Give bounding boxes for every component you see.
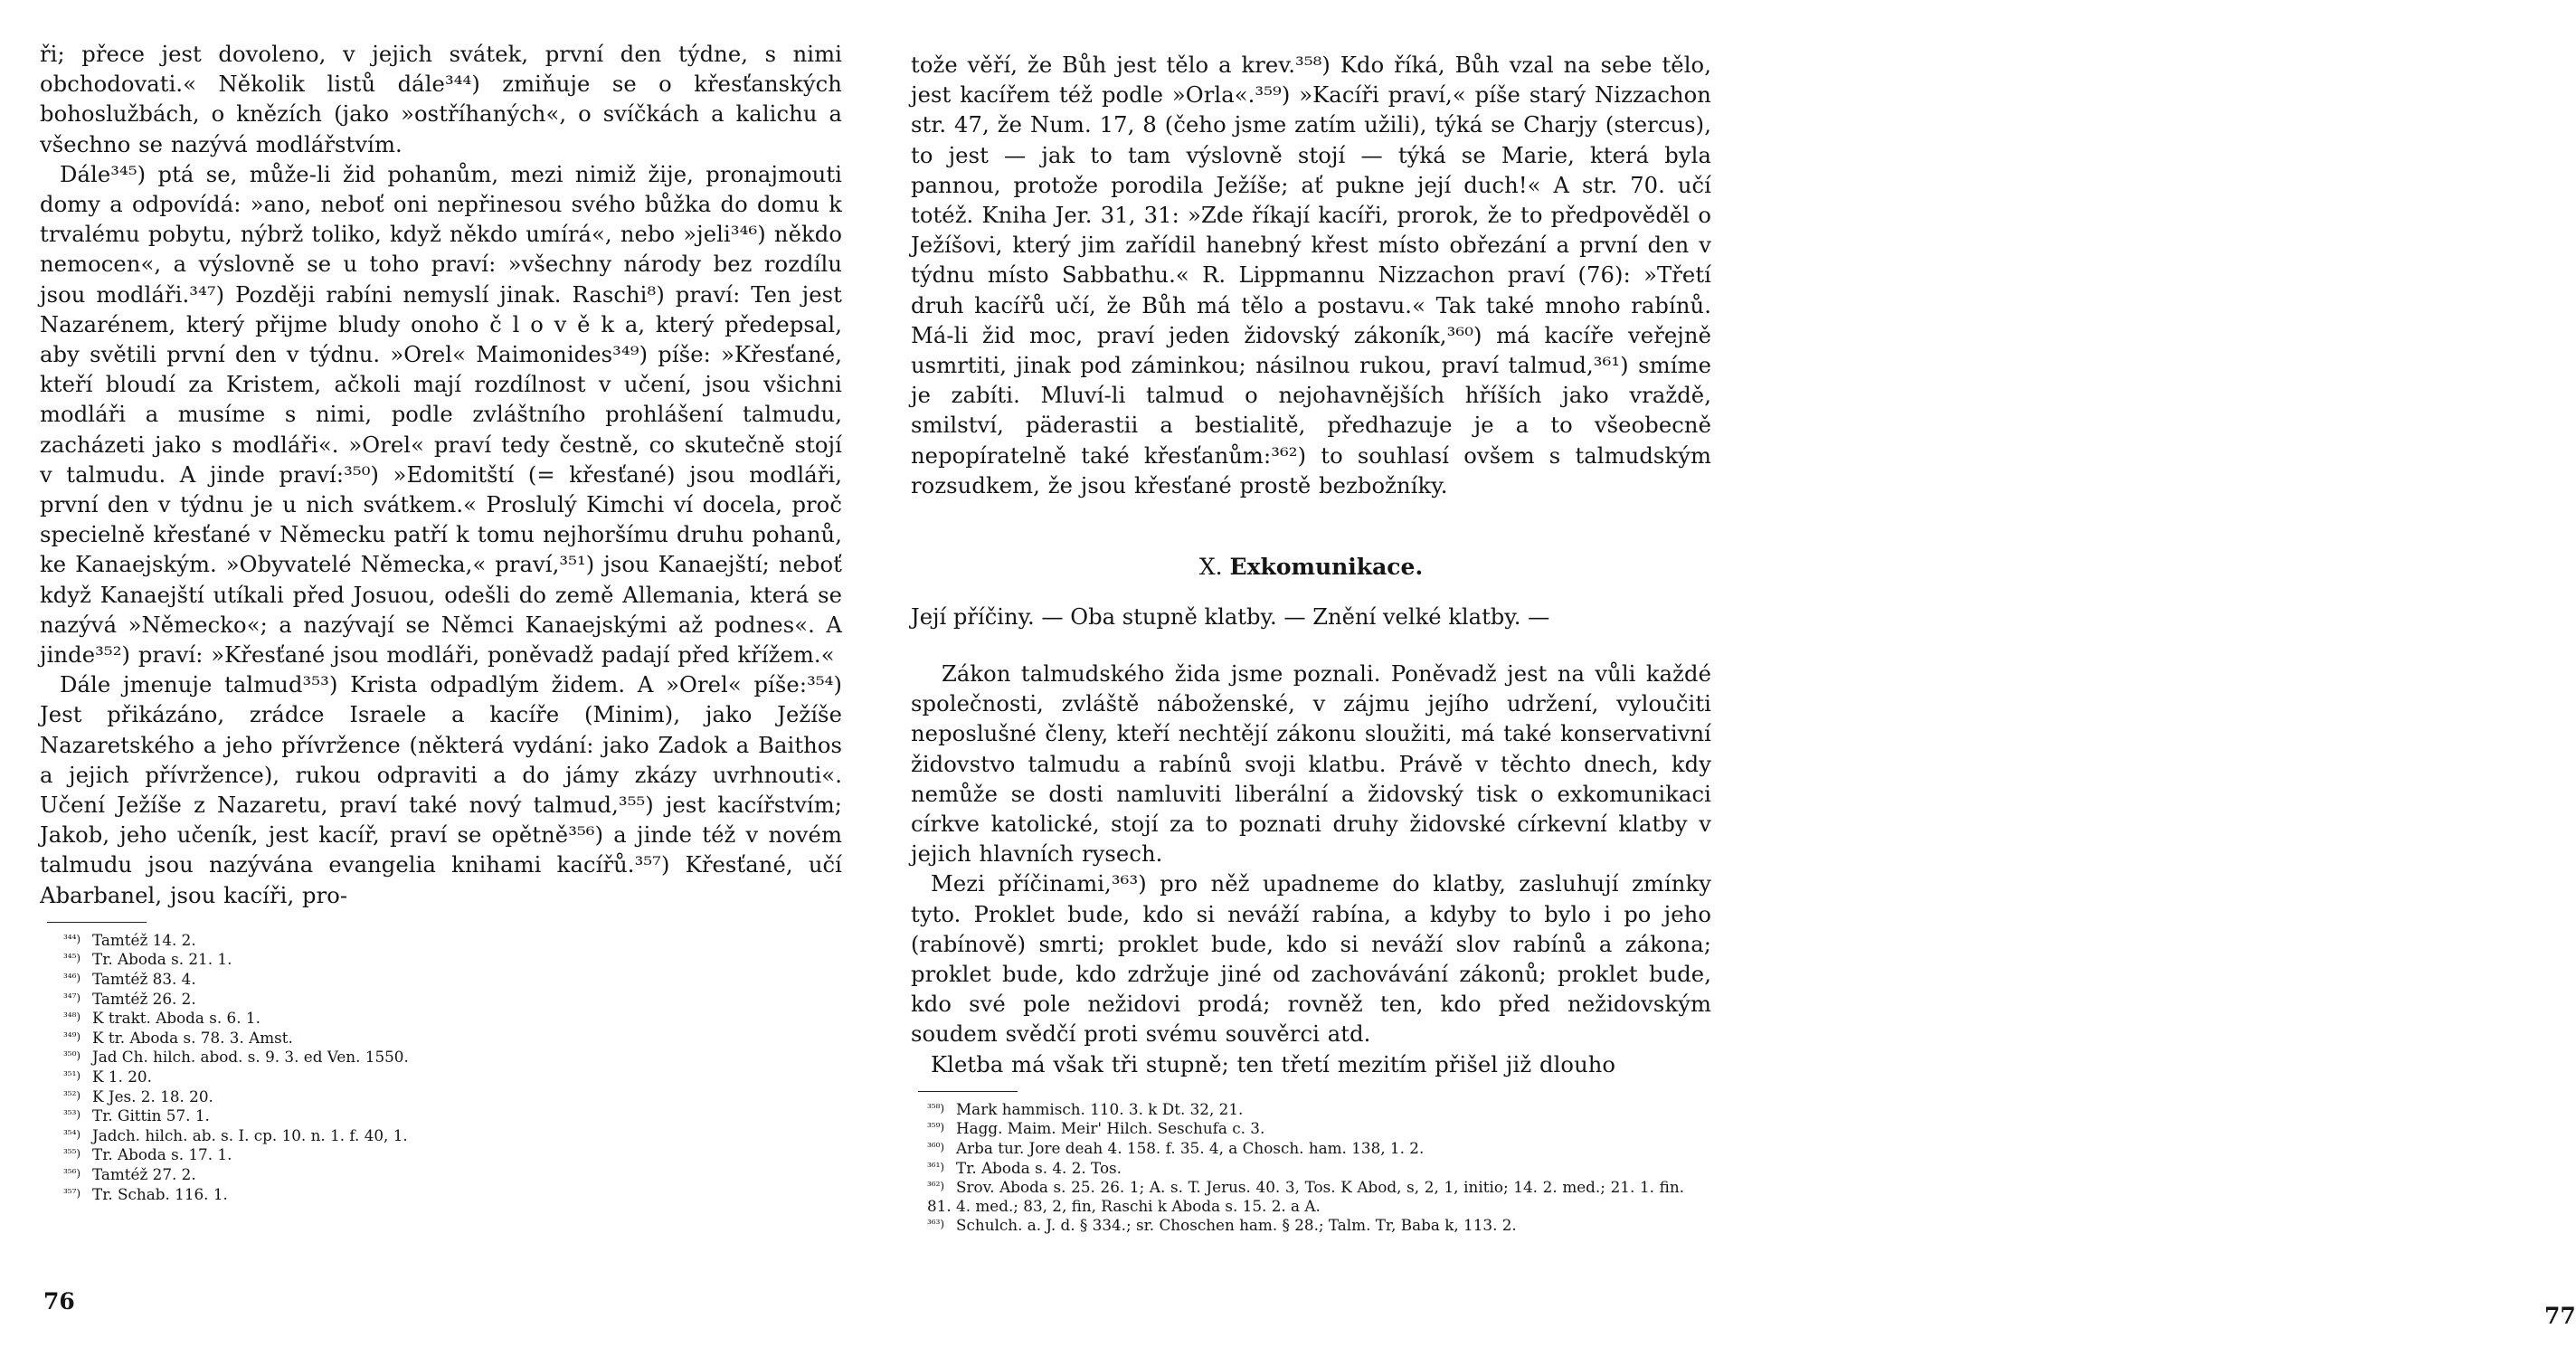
footnote-text: Tr. Aboda s. 4. 2. Tos. [956,1158,1122,1177]
footnote-text: Tr. Aboda s. 21. 1. [92,950,232,969]
footnote-number: ³⁶¹) [927,1160,945,1173]
footnote-number: ³⁶⁰) [927,1141,945,1154]
footnote-rule [47,922,147,923]
left-page [0,0,869,1357]
footnote [63,969,842,989]
footnote-text: K trakt. Aboda s. 6. 1. [92,1009,260,1028]
footnote [63,1067,842,1087]
footnote-number: ³⁴⁸) [63,1011,81,1024]
footnote-text: Mark hammisch. 110. 3. k Dt. 32, 21. [956,1099,1244,1118]
footnote-number: ³⁵⁷) [63,1186,81,1200]
footnote-number: ³⁵¹) [63,1069,81,1083]
footnote [63,930,842,950]
footnote-text: K Jes. 2. 18. 20. [92,1087,213,1106]
footnote-text: Jad Ch. hilch. abod. s. 9. 3. ed Ven. 1550. [92,1048,409,1067]
page-number: 76 [43,1288,75,1314]
footnote-number: ³⁶³) [927,1218,945,1231]
footnote [927,1215,1684,1235]
footnote-number: ³⁵³) [63,1108,81,1122]
footnote-number: ³⁴⁶) [63,972,81,985]
footnote-text: Tr. Gittin 57. 1. [92,1106,210,1125]
footnote-text: Tamtéž 26. 2. [92,989,196,1008]
body-paragraph: Mezi příčinami,³⁶³) pro něž upadneme do klatby, zasluhují zmínky tyto. Proklet bude, kdo si neváží rabína, a kdyby to bylo i po jeho (rabínově) smrti; proklet bude, kdo si neváží slov rabínů a zákona; proklet bude, kdo zdržuje jiné od zachovávání zákonů; proklet bude, kdo své pole nežidovi prodá; rovněž ten, kdo před nežidovským soudem svědčí proti svému souvěrci atd. [911,871,1711,1048]
body-paragraph: tože věří, že Bůh jest tělo a krev.³⁵⁸) Kdo říká, Bůh vzal na sebe tělo, jest kacířem též podle »Orla«.³⁵⁹) »Kacíři praví,« píše starý Nizzachon str. 47, že Num. 17, 8 (čeho jsme zatím užili), týká se Charjy (stercus), to jest — jak to tam výslovně stojí — týká se Marie, která byla pannou, protože porodila Ježíše; ať pukne její duch!« A str. 70. učí totéž. Kniha Jer. 31, 31: »Zde říkají kacíři, prorok, že to předpověděl o Ježíšovi, který jim zařídil hanebný křest místo obřezání a první den v týdnu místo Sabbathu.« R. Lippmannu Nizzachon praví (76): »Třetí druh kacířů učí, že Bůh má tělo a postavu.« Tak také mnoho rabínů. Má-li žid moc, praví jeden židovský zákoník,³⁶⁰) má kacíře veřejně usmrtiti, jinak pod záminkou; násilnou rukou, praví talmud,³⁶¹) smíme je zabíti. Mluví-li talmud o nejohavnějších hříších jako vraždě, smilství, päderastii a bestialitě, předhazuje je a to všeobecně nepopíratelně také křesťanům:³⁶²) to souhlasí ovšem s talmudským rozsudkem, že jsou křesťané prostě bezbožníky. [911,52,1711,498]
footnote [63,1106,842,1125]
body-paragraph: Kletba má však tři stupně; ten třetí mezitím přišel již dlouho [931,1051,1616,1077]
footnote [927,1158,1684,1178]
section-subtitle: Její příčiny. — Oba stupně klatby. — Znění velké klatby. — [911,604,1550,631]
footnote-number: ³⁴⁷) [63,991,81,1004]
footnote-text: Arba tur. Jore deah 4. 158. f. 35. 4, a Chosch. ham. 138, 1. 2. [956,1139,1425,1158]
footnote-text: Tr. Schab. 116. 1. [92,1184,228,1203]
footnote [63,1047,842,1067]
footnotes [63,930,842,1203]
footnotes [927,1099,1684,1235]
section-heading: Exkomunikace. [1229,554,1424,581]
footnote-number: ³⁴⁹) [63,1030,81,1043]
footnote [927,1099,1684,1119]
footnote [927,1118,1684,1138]
footnote-number: ³⁵⁵) [63,1147,81,1161]
footnote-text: Tamtéž 14. 2. [92,930,196,949]
footnote [63,1087,842,1106]
footnote-number: ³⁵²) [63,1088,81,1102]
footnote [927,1138,1684,1158]
footnote-number: ³⁴⁴) [63,932,81,945]
footnote-number: ³⁵⁴) [63,1127,81,1141]
page-number: 77 [2544,1303,2576,1329]
footnote-text: Srov. Aboda s. 25. 26. 1; A. s. T. Jerus. 40. 3, Tos. K Abod, s, 2, 1, initio; 14. 2. med.; 21. 1. fin. 81. 4. med.; 83, 2, fin, Raschi k Aboda s. 15. 2. a A. [927,1178,1684,1215]
footnote-text: Tamtéž 27. 2. [92,1165,196,1184]
footnote-text: Hagg. Maim. Meir' Hilch. Seschufa c. 3. [956,1119,1265,1138]
footnote-text: K tr. Aboda s. 78. 3. Amst. [92,1028,293,1047]
footnote [63,1125,842,1145]
footnote-text: Tr. Aboda s. 17. 1. [92,1145,232,1164]
footnote [63,1164,842,1184]
footnote-number: ³⁵⁰) [63,1049,81,1063]
section-number: X. [1198,554,1223,581]
body-paragraph: Dále³⁴⁵) ptá se, může-li žid pohanům, mezi nimiž žije, pronajmouti domy a odpovídá: »ano, neboť oni nepřinesou svého bůžka do domu k trvalému pobytu, nýbrž toliko, když někdo umírá«, nebo »jeli³⁴⁶) někdo nemocen«, a výslovně se u toho praví: »všechny národy bez rozdílu jsou modláři.³⁴⁷) Později rabíni nemyslí jinak. Raschi⁸) praví: Ten jest Nazarénem, který přijme bludy onoho č l o v ě k a, který předepsal, aby světili první den v týdnu. »Orel« Maimonides³⁴⁹) píše: »Křesťané, kteří bloudí za Kristem, ačkoli mají rozdílnost v učení, jsou všichni modláři a musíme s nimi, podle zvláštního prohlášení talmudu, zacházeti jako s modláři«. »Orel« praví tedy čestně, co skutečně stojí v talmudu. A jinde praví:³⁵⁰) »Edomitští (= křesťané) jsou modláři, první den v týdnu je u nich svátkem.« Proslulý Kimchi ví docela, proč specielně křesťané v Německu patří k tomu nejhoršímu druhu pohanů, ke Kanaejským. »Obyvatelé Německa,« praví,³⁵¹) jsou Kanaejští; neboť když Kanaejští utíkali před Josuou, odešli do země Allemania, která se nazývá »Německo«; a nazývají se Němci Kanaejskými až podnes«. A jinde³⁵²) praví: »Křesťané jsou modláři, poněvadž padají před křížem.« [40,161,842,669]
footnote-number: ³⁵⁸) [927,1101,945,1115]
body-paragraph: Zákon talmudského žida jsme poznali. Poněvadž jest na vůli každé společnosti, zvláště náboženské, v zájmu jejího udržení, vyloučiti neposlušné členy, kteří nechtějí zákonu sloužiti, má také konservativní židovstvo talmudu a rabínů svoji klatbu. Právě v těchto dnech, kdy nemůže se dosti namluviti liberální a židovský tisk o exkomunikaci církve katolické, stojí za to poznati druhy židovské církevní klatby v jejich hlavních rysech. [911,661,1711,868]
footnote-rule [918,1091,1018,1092]
footnote-number: ³⁵⁶) [63,1167,81,1181]
footnote-number: ³⁶²) [927,1180,945,1193]
body-paragraph: Dále jmenuje talmud³⁵³) Krista odpadlým židem. A »Orel« píše:³⁵⁴) Jest přikázáno, zrádce Israele a kacíře (Minim), jako Ježíše Nazaretského a jeho přívržence (některá vydání: jako Zadok a Baithos a jejich přívržence), rukou odpraviti a do jámy zkázy uvrhnouti«. Učení Ježíše z Nazaretu, praví také nový talmud,³⁵⁵) jest kacířstvím; Jakob, jeho učeník, jest kacíř, praví se opětně³⁵⁶) a jinde též v novém talmudu jsou nazývána evangelia knihami kacířů.³⁵⁷) Křesťané, učí Abarbanel, jsou kacíři, pro- [40,672,842,908]
footnote [927,1177,1684,1215]
footnote-text: K 1. 20. [92,1068,152,1087]
footnote-text: Tamtéž 83. 4. [92,970,196,989]
footnote [63,949,842,969]
right-page [869,0,2576,1357]
body-paragraph: ři; přece jest dovoleno, v jejich svátek, první den týdne, s nimi obchodovati.« Několik listů dále³⁴⁴) zmiňuje se o křesťanských bohoslužbách, o knězích (jako »ostříhaných«, o svíčkách a kalichu a všechno se nazývá modlářstvím. [40,42,842,157]
footnote [63,1144,842,1164]
footnote-number: ³⁵⁹) [927,1121,945,1134]
footnote-text: Schulch. a. J. d. § 334.; sr. Choschen ham. § 28.; Talm. Tr, Baba k, 113. 2. [956,1216,1517,1235]
section-title [911,552,1711,583]
footnote [63,1184,842,1204]
footnote [63,1028,842,1048]
footnote-number: ³⁴⁵) [63,952,81,965]
footnote-text: Jadch. hilch. ab. s. I. cp. 10. n. 1. f. 40, 1. [92,1125,408,1144]
footnote [63,1008,842,1028]
footnote [63,989,842,1009]
